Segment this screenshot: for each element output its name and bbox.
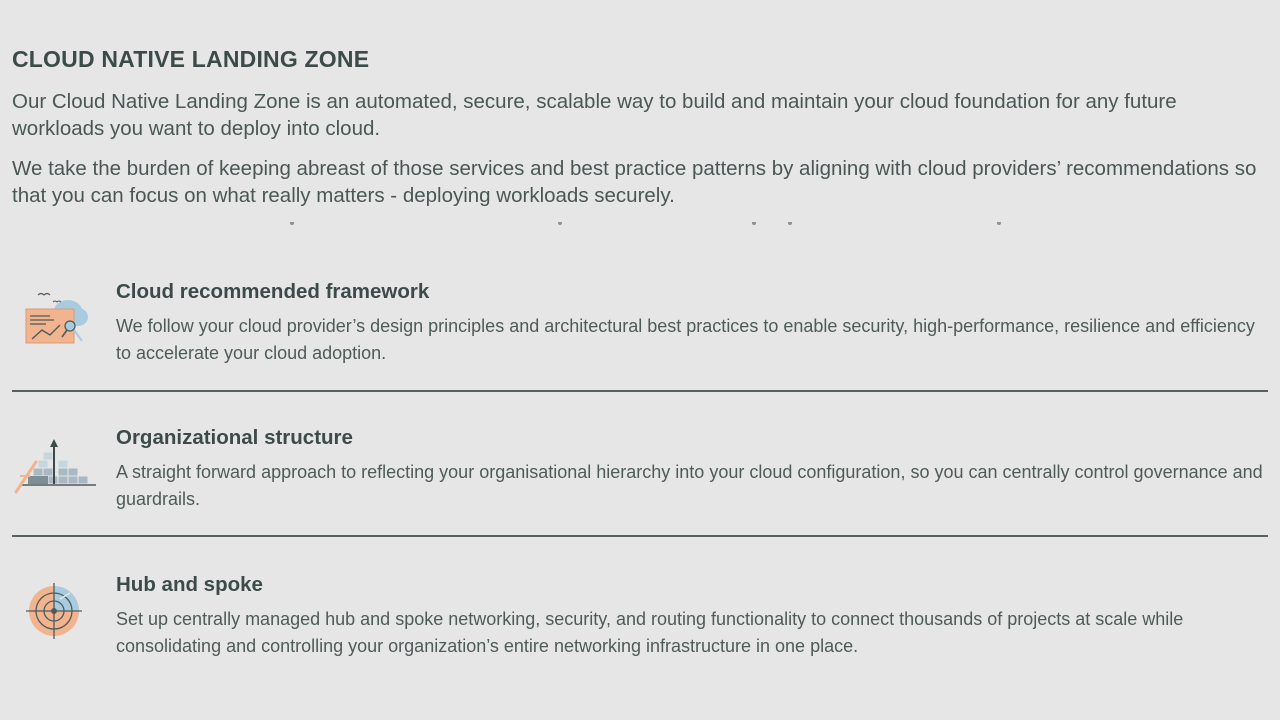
cropped-text-artifact xyxy=(12,222,1012,228)
feature-title: Hub and spoke xyxy=(116,573,263,596)
section-divider xyxy=(12,390,1268,392)
feature-title: Cloud recommended framework xyxy=(116,280,430,303)
org-structure-icon xyxy=(10,436,100,506)
feature-description: We follow your cloud provider’s design principles and architectural best practices to enable security, high-performance, resilience and efficiency to accelerate your cloud adoption. xyxy=(116,316,1255,363)
hub-spoke-icon xyxy=(10,575,100,645)
feature-description: A straight forward approach to reflecting your organisational hierarchy into your cloud configuration, so you can centrally control governance and guardrails. xyxy=(116,462,1263,509)
intro-paragraph-2: We take the burden of keeping abreast of those services and best practice patterns by aligning with cloud providers’ recommendations so that you can focus on what really matters - deploying workloads securely. xyxy=(12,157,1257,207)
intro-paragraph-1: Our Cloud Native Landing Zone is an automated, secure, scalable way to build and maintain your cloud foundation for any future workloads you want to deploy into cloud. xyxy=(12,90,1177,140)
framework-chart-icon xyxy=(10,285,100,355)
feature-title: Organizational structure xyxy=(116,426,353,449)
feature-description: Set up centrally managed hub and spoke networking, security, and routing functionality to connect thousands of projects at scale while consolidating and controlling your organization’s entire networking infrastructure in one place. xyxy=(116,609,1184,656)
page-title: CLOUD NATIVE LANDING ZONE xyxy=(12,46,370,72)
section-divider xyxy=(12,535,1268,537)
